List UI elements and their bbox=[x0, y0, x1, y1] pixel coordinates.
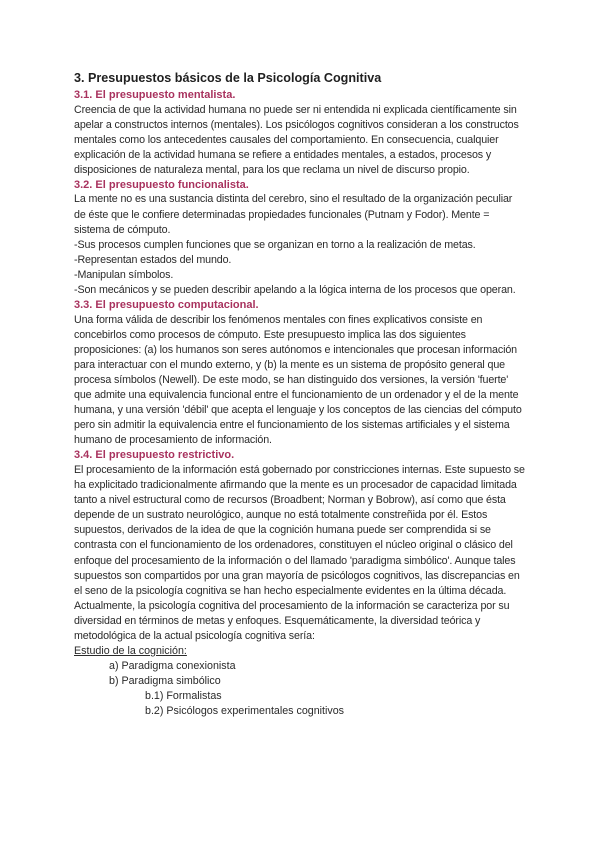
outline-subitem: b.1) Formalistas bbox=[145, 690, 222, 703]
section-heading: 3.4. El presupuesto restrictivo. bbox=[74, 449, 235, 462]
outline-item: b) Paradigma simbólico bbox=[109, 675, 221, 688]
section-heading: 3.1. El presupuesto mentalista. bbox=[74, 89, 236, 101]
list-item: -Son mecánicos y se pueden describir apelando a la lógica interna de los procesos que operan. bbox=[74, 284, 516, 297]
page-title: 3. Presupuestos básicos de la Psicología Cognitiva bbox=[74, 71, 382, 85]
paragraph: El procesamiento de la información está gobernado por constricciones internas. Este supuesto se ha explicitado tradicionalmente afirmando que la mente es un procesador de capacidad limitada tanto a nivel estructural como de recursos (Broadbent; Norman y Bobrow), así como que ésta depende de un sustrato neurológico, aunque no está totalmente constreñida por él. Estos supuestos, derivados de la idea de que la cognición humana puede ser comprendida si se contrasta con el funcionamiento de los ordenadores, constituyen el núcleo original o clásico del enfoque del procesamiento de la información o del llamado 'paradigma simbólico'. Aunque tales supuestos son compartidos por una gran mayoría de psicólogos cognitivos, las discrepancias en el seno de la psicología cognitiva se han hecho especialmente evidentes en la última década. Actualmente, la psicología cognitiva del procesamiento de la información se caracteriza por su diversidad en términos de metas y enfoques. Esquemáticamente, la diversidad teórica y metodológica de la actual psicología cognitiva sería: bbox=[74, 463, 525, 642]
list-item: -Representan estados del mundo. bbox=[74, 253, 232, 266]
section-heading: 3.3. El presupuesto computacional. bbox=[74, 299, 259, 312]
section-restrictivo bbox=[74, 448, 526, 644]
section-computacional bbox=[74, 298, 526, 448]
outline-item: a) Paradigma conexionista bbox=[109, 660, 236, 673]
list-item: -Sus procesos cumplen funciones que se organizan en torno a la realización de metas. bbox=[74, 238, 476, 251]
section-mentalista bbox=[74, 88, 526, 178]
outline-heading: Estudio de la cognición: bbox=[74, 645, 187, 658]
cognition-outline bbox=[74, 644, 526, 719]
section-heading: 3.2. El presupuesto funcionalista. bbox=[74, 178, 249, 191]
document-page bbox=[74, 71, 526, 720]
paragraph: Una forma válida de describir los fenómenos mentales con fines explicativos consiste en concebirlos como procesos de cómputo. Este presupuesto implica las dos siguientes proposiciones: (a) los humanos son seres autónomos e intencionales que procesan información para interactuar con el mundo externo, y (b) la mente es un sistema de propósito general que procesa símbolos (Newell). De este modo, se han distinguido dos versiones, la versión 'fuerte' que admite una equivalencia funcional entre el funcionamiento de un ordenador y el de la mente humana, y una versión 'débil' que acepta el lenguaje y los conceptos de las ciencias del cómputo pero sin admitir la equivalencia entre el funcionamiento de los sistemas artificiales y el sistema humano de procesamiento de información. bbox=[74, 313, 522, 447]
paragraph: Creencia de que la actividad humana no puede ser ni entendida ni explicada científicamente sin apelar a constructos internos (mentales). Los psicólogos cognitivos consideran a los constructos mentales como los antecedentes causales del comportamiento. En consecuencia, cualquier explicación de la actividad humana se refiere a entidades mentales, a estados, procesos y disposiciones de naturaleza mental, para los que reclama un nivel de discurso propio. bbox=[74, 103, 519, 176]
section-funcionalista bbox=[74, 178, 526, 298]
list-item: -Manipulan símbolos. bbox=[74, 268, 174, 281]
outline-subitem: b.2) Psicólogos experimentales cognitivos bbox=[145, 705, 345, 718]
paragraph: La mente no es una sustancia distinta del cerebro, sino el resultado de la organización peculiar de éste que le confiere determinadas propiedades funcionales (Putnam y Fodor). Mente = sistema de cómputo. bbox=[74, 193, 513, 236]
